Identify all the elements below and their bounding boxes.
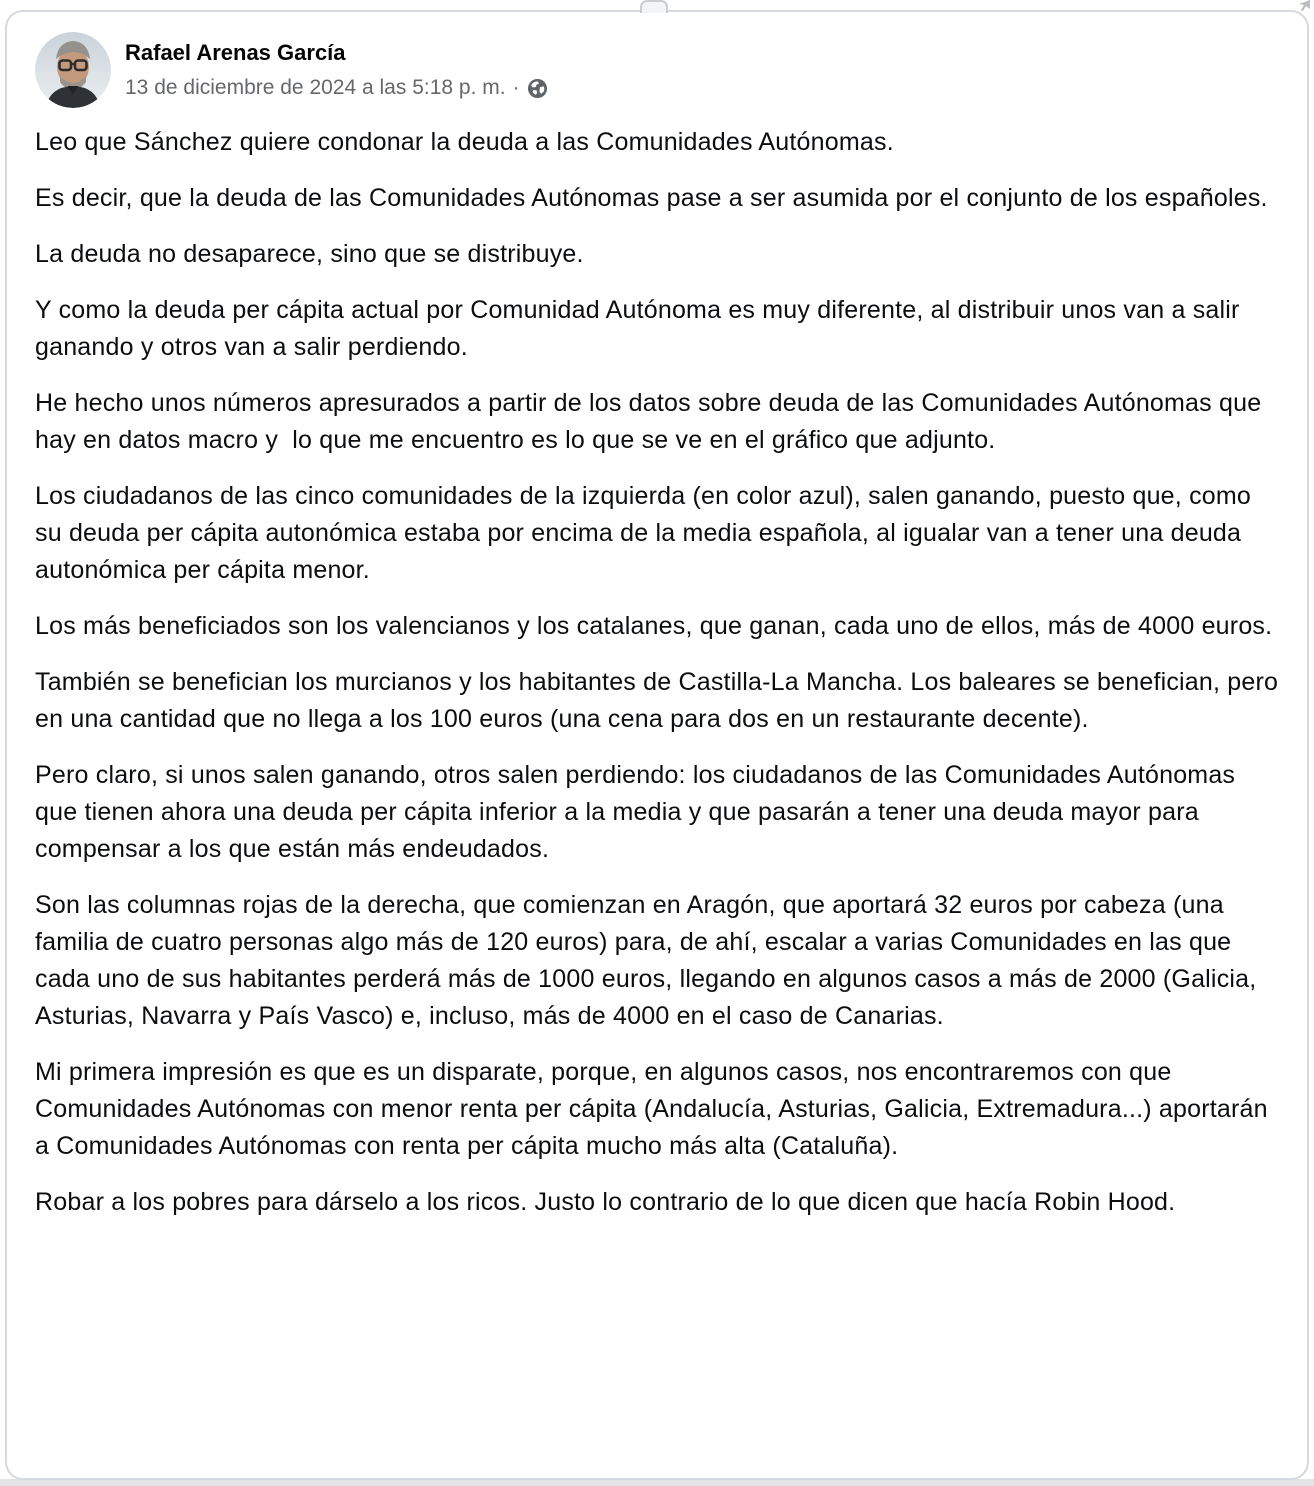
top-notch-decoration [640, 0, 668, 13]
avatar[interactable] [35, 32, 111, 108]
timestamp[interactable]: 13 de diciembre de 2024 a las 5:18 p. m. [125, 76, 506, 99]
post-paragraph: Y como la deuda per cápita actual por Comunidad Autónoma es muy diferente, al distribuir unos van a salir ganando y otros van a salir perdiendo. [35, 296, 1247, 361]
post-paragraph: La deuda no desaparece, sino que se distribuye. [35, 240, 584, 268]
post-paragraph: Mi primera impresión es que es un disparate, porque, en algunos casos, nos encontraremos con que Comunidades Autónomas con menor renta per cápita (Andalucía, Asturias, Galicia, Extremadura...) aportarán a Comunidades Autónomas con renta per cápita mucho más alta (Cataluña). [35, 1058, 1275, 1160]
post-paragraph: Son las columnas rojas de la derecha, que comienzan en Aragón, que aportará 32 euros por cabeza (una familia de cuatro personas algo más de 120 euros) para, de ahí, escalar a varias Comunidades en las que cada uno de sus habitantes perderá más de 1000 euros, llegando en algunos casos a más de 2000 (Galicia, Asturias, Navarra y País Vasco) e, incluso, más de 4000 en el caso de Canarias. [35, 891, 1263, 1030]
post-paragraph: Pero claro, si unos salen ganando, otros salen perdiendo: los ciudadanos de las Comunidades Autónomas que tienen ahora una deuda per cápita inferior a la media y que pasarán a tener una deuda mayor para compensar a los que están más endeudados. [35, 761, 1243, 863]
globe-icon [527, 78, 548, 99]
header-meta [125, 39, 548, 101]
post-paragraph: Robar a los pobres para dárselo a los ricos. Justo lo contrario de lo que dicen que hacía Robin Hood. [35, 1188, 1176, 1216]
cursor-icon [1296, 0, 1312, 12]
post-header [35, 30, 1281, 110]
timestamp-row [125, 75, 548, 101]
post-paragraph: Los ciudadanos de las cinco comunidades de la izquierda (en color azul), salen ganando, puesto que, como su deuda per cápita autonómica estaba por encima de la media española, al igualar van a tener una deuda autonómica per cápita menor. [35, 482, 1259, 584]
author-name[interactable]: Rafael Arenas García [125, 40, 346, 65]
separator-dot: · [512, 76, 520, 99]
post-body [35, 124, 1286, 1221]
post-paragraph: Los más beneficiados son los valencianos y los catalanes, que ganan, cada uno de ellos, más de 4000 euros. [35, 612, 1273, 640]
post-paragraph: Leo que Sánchez quiere condonar la deuda a las Comunidades Autónomas. [35, 128, 894, 156]
post-paragraph: Es decir, que la deuda de las Comunidades Autónomas pase a ser asumida por el conjunto de los españoles. [35, 184, 1268, 212]
post-paragraph: También se benefician los murcianos y los habitantes de Castilla-La Mancha. Los baleares se benefician, pero en una cantidad que no llega a los 100 euros (una cena para dos en un restaurante decente). [35, 668, 1286, 733]
facebook-post-card [5, 10, 1309, 1480]
page-background-strip [0, 1479, 1314, 1486]
post-paragraph: He hecho unos números apresurados a partir de los datos sobre deuda de las Comunidades Autónomas que hay en datos macro y lo que me encuentro es lo que se ve en el gráfico que adjunto. [35, 389, 1269, 454]
